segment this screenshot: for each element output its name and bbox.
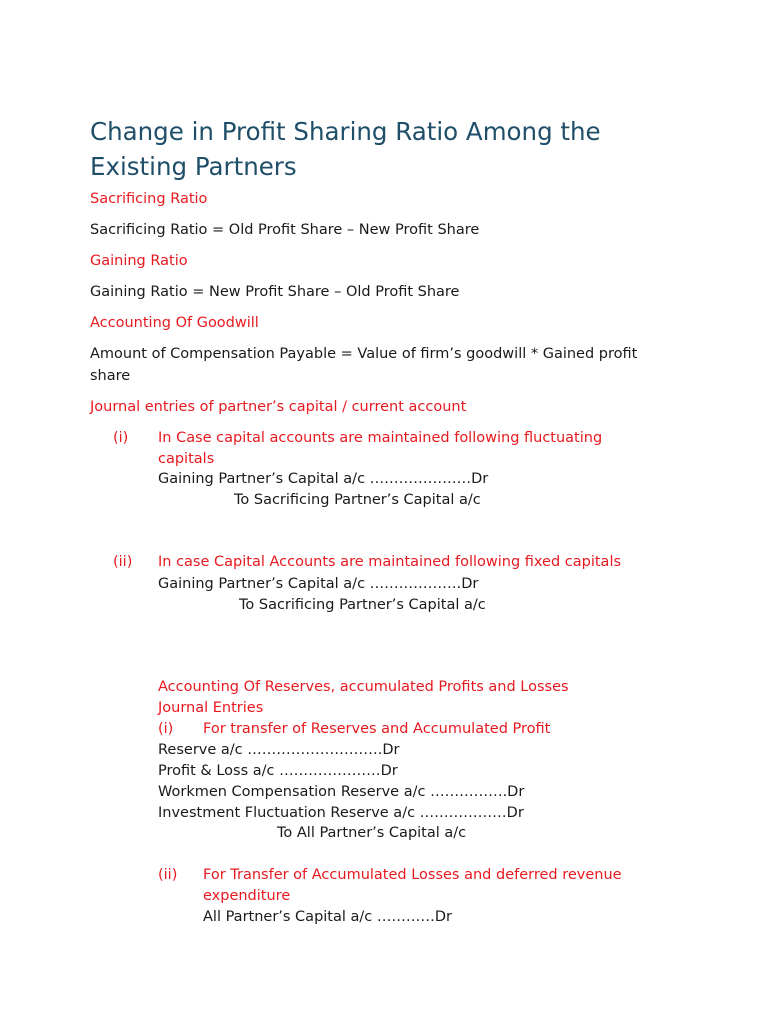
sacrificing-ratio-formula: Sacrificing Ratio = Old Profit Share – New Profit Share [90, 222, 480, 238]
case-2-debit-entry: Gaining Partner’s Capital a/c ……………….Dr [158, 576, 479, 592]
gaining-ratio-formula: Gaining Ratio = New Profit Share – Old Profit Share [90, 284, 460, 300]
title-line-2: Existing Partners [90, 152, 297, 181]
reserves-item-2-number: (ii) [158, 867, 178, 883]
goodwill-heading: Accounting Of Goodwill [90, 315, 259, 331]
reserves-item-1-heading: For transfer of Reserves and Accumulated Profit [203, 721, 551, 737]
case-1-debit-entry: Gaining Partner’s Capital a/c …………………Dr [158, 471, 489, 487]
reserves-heading: Accounting Of Reserves, accumulated Profits and Losses [158, 679, 569, 695]
sacrificing-ratio-heading: Sacrificing Ratio [90, 191, 208, 207]
profit-loss-debit-entry: Profit & Loss a/c …………………Dr [158, 763, 398, 779]
case-1-number: (i) [113, 430, 129, 446]
case-1-heading-line-1: In Case capital accounts are maintained following fluctuating [158, 430, 603, 446]
case-2-number: (ii) [113, 554, 133, 570]
case-1-heading-line-2: capitals [158, 451, 215, 467]
reserves-item-2-heading-line-2: expenditure [203, 888, 291, 904]
title-line-1: Change in Profit Sharing Ratio Among the [90, 117, 601, 146]
reserve-debit-entry: Reserve a/c ……………………….Dr [158, 742, 400, 758]
reserves-journal-entries-subheading: Journal Entries [158, 700, 264, 716]
reserves-item-1-credit-entry: To All Partner’s Capital a/c [277, 825, 467, 841]
reserves-item-2-debit-entry: All Partner’s Capital a/c …………Dr [203, 909, 452, 925]
case-2-credit-entry: To Sacrificing Partner’s Capital a/c [239, 597, 486, 613]
goodwill-formula-line-1: Amount of Compensation Payable = Value of firm’s goodwill * Gained profit [90, 346, 638, 362]
investment-fluctuation-debit-entry: Investment Fluctuation Reserve a/c ………………Dr [158, 805, 524, 821]
case-1-credit-entry: To Sacrificing Partner’s Capital a/c [234, 492, 481, 508]
journal-entries-heading: Journal entries of partner’s capital / current account [90, 399, 467, 415]
reserves-item-2-heading-line-1: For Transfer of Accumulated Losses and deferred revenue [203, 867, 622, 883]
case-2-heading: In case Capital Accounts are maintained following fixed capitals [158, 554, 622, 570]
gaining-ratio-heading: Gaining Ratio [90, 253, 188, 269]
goodwill-formula-line-2: share [90, 368, 131, 384]
reserves-item-1-number: (i) [158, 721, 174, 737]
page-title [90, 114, 690, 184]
workmen-compensation-debit-entry: Workmen Compensation Reserve a/c …………….Dr [158, 784, 525, 800]
